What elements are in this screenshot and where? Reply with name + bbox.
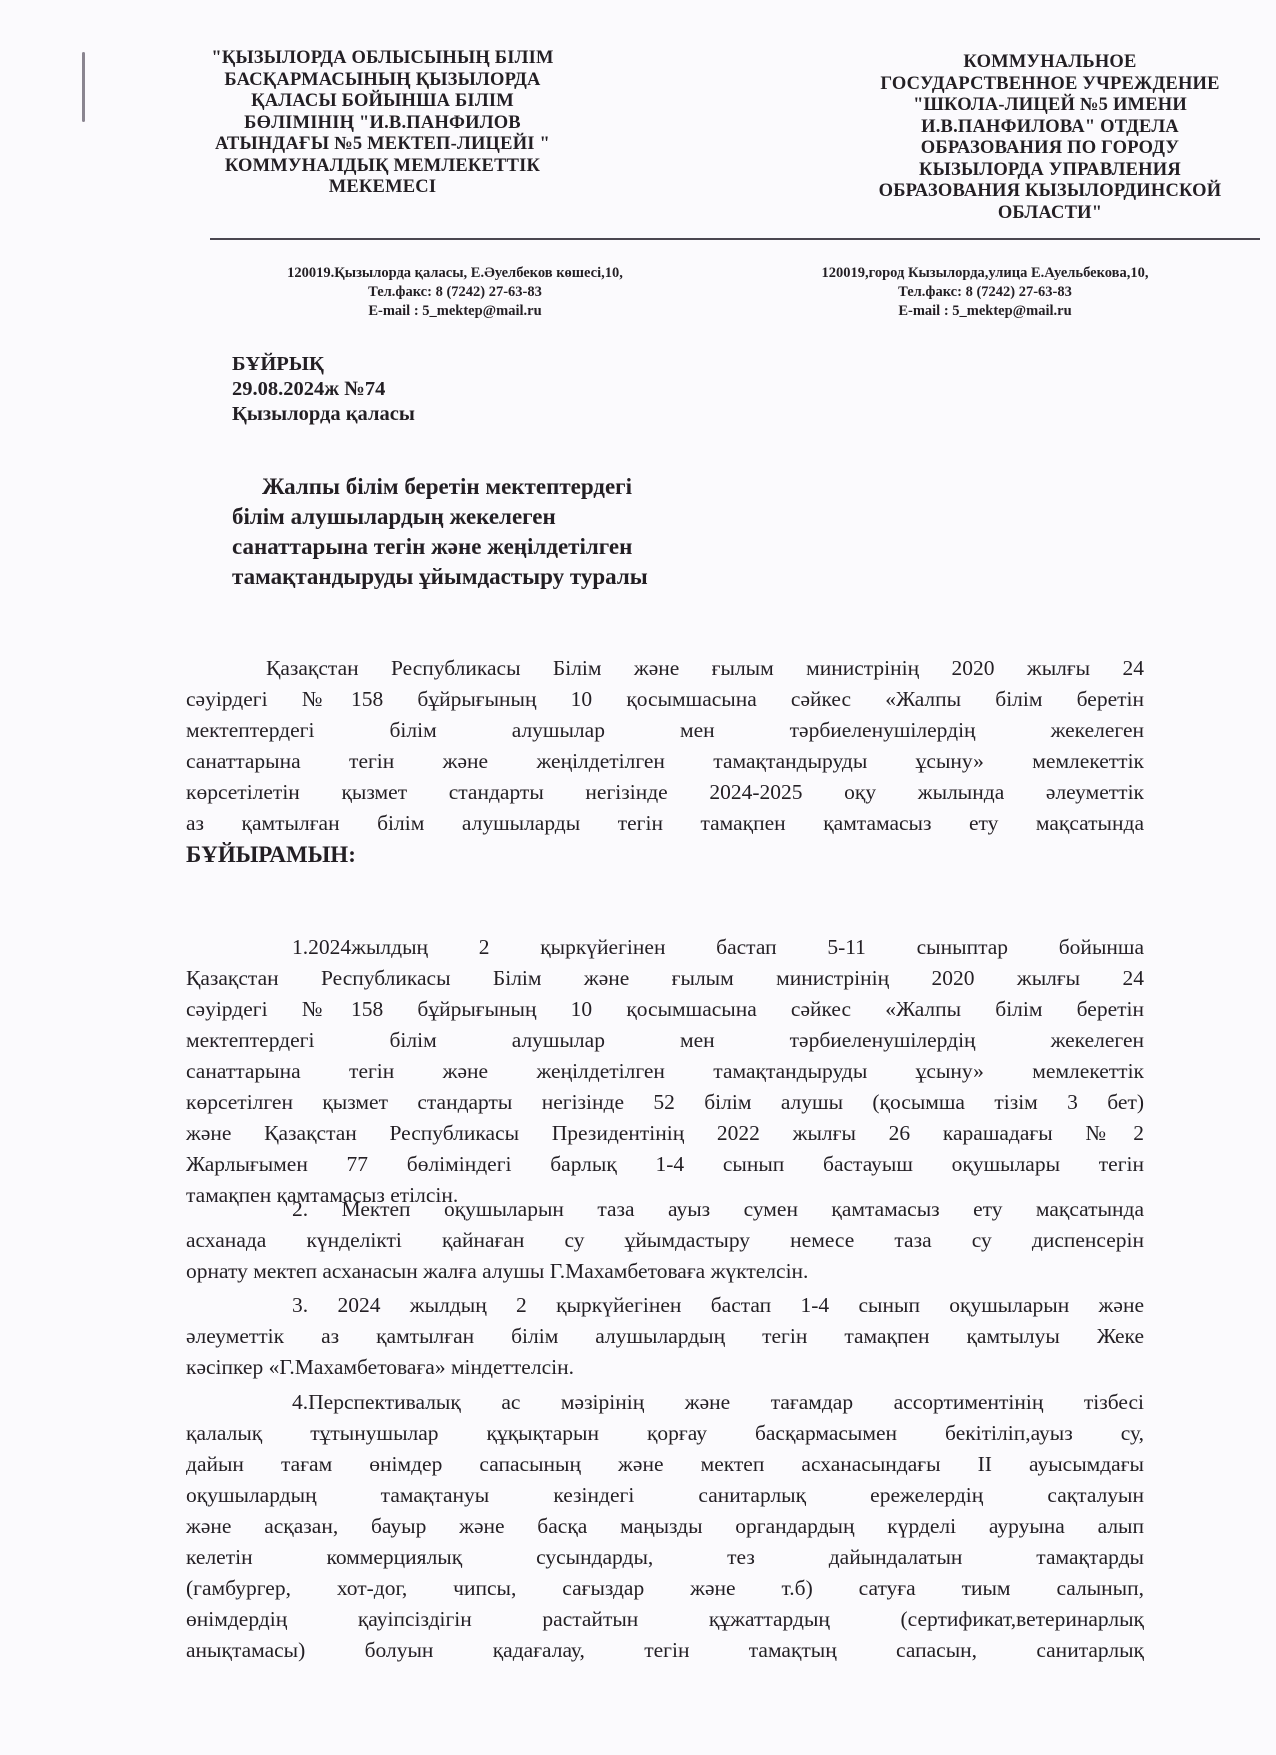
item-3 xyxy=(186,1290,1144,1383)
address-street: 120019.Қызылорда қаласы, Е.Әуелбеков көшесі,10, xyxy=(287,265,623,281)
text-line: аз қамтылған білім алушыларды тегін тамақпен қамтамасыз ету мақсатында xyxy=(186,811,1144,835)
letterhead-ru-line: ГОСУДАРСТВЕННОЕ УЧРЕЖДЕНИЕ xyxy=(880,73,1220,94)
text-line: өнімдердің қауіпсіздігін растайтын құжаттардың (сертификат,ветеринарлық xyxy=(186,1607,1144,1631)
text-line: көрсетілген қызмет стандарты негізінде 52 білім алушы (қосымша тізім 3 бет) xyxy=(186,1090,1144,1114)
item-1 xyxy=(186,932,1144,1211)
order-meta xyxy=(232,352,415,427)
text-line: кәсіпкер «Г.Махамбетоваға» міндеттелсін. xyxy=(186,1355,574,1379)
letterhead-kazakh xyxy=(180,48,585,199)
letterhead-russian xyxy=(840,52,1260,224)
preamble-paragraph xyxy=(186,653,1144,870)
text-line: тамақпен қамтамасыз етілсін. xyxy=(186,1183,459,1207)
letterhead-ru-line: ОБЛАСТИ" xyxy=(997,202,1103,223)
text-line: санаттарына тегін және жеңілдетілген тамақтандыруды ұсыну» мемлекеттік xyxy=(186,1059,1144,1083)
letterhead-kz-line: "ҚЫЗЫЛОРДА ОБЛЫСЫНЫҢ БІЛІМ xyxy=(211,48,554,68)
item-2 xyxy=(186,1194,1144,1287)
text-line: асханада күнделікті қайнаған су ұйымдастыру немесе таза су диспенсерін xyxy=(186,1228,1144,1252)
address-street: 120019,город Кызылорда,улица Е.Ауельбекова,10, xyxy=(821,265,1149,281)
text-line: анықтамасы) болуын қадағалау, тегін тамақтың сапасын, санитарлық xyxy=(186,1638,1144,1662)
letterhead-kz-line: ҚАЛАСЫ БОЙЫНША БІЛІМ xyxy=(251,91,514,111)
staple-mark xyxy=(82,52,85,122)
text-line: және Қазақстан Республикасы Президентінің 2022 жылғы 26 карашадағы №2 xyxy=(186,1121,1144,1145)
letterhead-ru-line: КЫЗЫЛОРДА УПРАВЛЕНИЯ xyxy=(919,159,1181,180)
text-line: 3. 2024 жылдың 2 қыркүйегінен бастап 1-4 сынып оқушыларын және xyxy=(292,1293,1144,1317)
letterhead-ru-line: ОБРАЗОВАНИЯ ПО ГОРОДУ xyxy=(920,138,1180,158)
address-email: E-mail : 5_mektep@mail.ru xyxy=(898,303,1072,319)
order-place: Қызылорда қаласы xyxy=(232,403,415,425)
text-line: әлеуметтік аз қамтылған білім алушылардың тегін тамақпен қамтылуы Жеке xyxy=(186,1324,1144,1348)
text-line: көрсетілетін қызмет стандарты негізінде 2024-2025 оқу жылында әлеуметтік xyxy=(186,780,1144,804)
item-4 xyxy=(186,1387,1144,1666)
text-line: орнату мектеп асханасын жалға алушы Г.Махамбетоваға жүктелсін. xyxy=(186,1259,809,1283)
text-line: Қазақстан Республикасы Білім және ғылым министрінің 2020 жылғы 24 xyxy=(266,656,1144,680)
text-line: келетін коммерциялық сусындарды, тез дайындалатын тамақтарды xyxy=(186,1545,1144,1569)
letterhead-ru-line: ОБРАЗОВАНИЯ КЫЗЫЛОРДИНСКОЙ xyxy=(878,181,1222,201)
letterhead-kz-line: АТЫНДАҒЫ №5 МЕКТЕП-ЛИЦЕЙІ " xyxy=(215,134,550,154)
text-line: сәуірдегі №158 бұйрығының 10 қосымшасына сәйкес «Жалпы білім беретін xyxy=(186,997,1144,1021)
letterhead-divider xyxy=(210,238,1260,240)
address-phone: Тел.факс: 8 (7242) 27-63-83 xyxy=(368,284,542,300)
text-line: және асқазан, бауыр және басқа маңызды органдардың күрделі ауруына алып xyxy=(186,1514,1144,1538)
order-type: БҰЙРЫҚ xyxy=(232,353,324,375)
text-line: оқушылардың тамақтануы кезіндегі санитарлық ережелердің сақталуын xyxy=(186,1483,1144,1507)
text-line: мектептердегі білім алушылар мен тәрбиеленушілердің жекелеген xyxy=(186,718,1144,742)
text-line: (гамбургер, хот-дог, чипсы, сағыздар және т.б) сатуға тиым салынып, xyxy=(186,1576,1144,1600)
text-line: 4.Перспективалық ас мәзірінің және тағамдар ассортиментінің тізбесі xyxy=(292,1390,1144,1414)
text-line: мектептердегі білім алушылар мен тәрбиеленушілердің жекелеген xyxy=(186,1028,1144,1052)
address-phone: Тел.факс: 8 (7242) 27-63-83 xyxy=(898,284,1072,300)
text-line: Жарлығымен 77 бөліміндегі барлық 1-4 сынып бастауыш оқушылары тегін xyxy=(186,1152,1144,1176)
decree-heading: БҰЙЫРАМЫН: xyxy=(186,842,356,867)
letterhead-kz-line: МЕКЕМЕСІ xyxy=(328,177,437,197)
order-title-line: тамақтандыруды ұйымдастыру туралы xyxy=(232,564,648,589)
order-title xyxy=(232,472,648,592)
text-line: 2. Мектеп оқушыларын таза ауыз сумен қамтамасыз ету мақсатында xyxy=(292,1197,1144,1221)
order-title-line: санаттарына тегін және жеңілдетілген xyxy=(232,534,633,559)
address-email: E-mail : 5_mektep@mail.ru xyxy=(368,303,542,319)
text-line: санаттарына тегін және жеңілдетілген тамақтандыруды ұсыну» мемлекеттік xyxy=(186,749,1144,773)
letterhead-kz-line: КОММУНАЛДЫҚ МЕМЛЕКЕТТІК xyxy=(224,155,541,176)
order-title-line: білім алушылардың жекелеген xyxy=(232,504,556,529)
letterhead-kz-line: БАСҚАРМАСЫНЫҢ ҚЫЗЫЛОРДА xyxy=(224,69,541,90)
address-russian xyxy=(770,264,1200,321)
address-kazakh xyxy=(235,264,675,321)
letterhead-ru-line: И.В.ПАНФИЛОВА" ОТДЕЛА xyxy=(921,116,1179,137)
text-line: Қазақстан Республикасы Білім және ғылым министрінің 2020 жылғы 24 xyxy=(186,966,1144,990)
letterhead-ru-line: КОММУНАЛЬНОЕ xyxy=(963,52,1137,72)
text-line: сәуірдегі №158 бұйрығының 10 қосымшасына сәйкес «Жалпы білім беретін xyxy=(186,687,1144,711)
text-line: қалалық тұтынушылар құқықтарын қорғау басқармасымен бекітіліп,ауыз су, xyxy=(186,1421,1144,1445)
text-line: дайын тағам өнімдер сапасының және мектеп асханасындағы ІІ ауысымдағы xyxy=(186,1452,1144,1476)
order-date-number: 29.08.2024ж №74 xyxy=(232,378,386,400)
letterhead-ru-line: "ШКОЛА-ЛИЦЕЙ №5 ИМЕНИ xyxy=(913,95,1187,115)
letterhead-kz-line: БӨЛІМІНІҢ "И.В.ПАНФИЛОВ xyxy=(244,112,521,133)
order-title-line: Жалпы білім беретін мектептердегі xyxy=(262,474,632,499)
text-line: 1.2024жылдың 2 қыркүйегінен бастап 5-11 сыныптар бойынша xyxy=(292,935,1144,959)
